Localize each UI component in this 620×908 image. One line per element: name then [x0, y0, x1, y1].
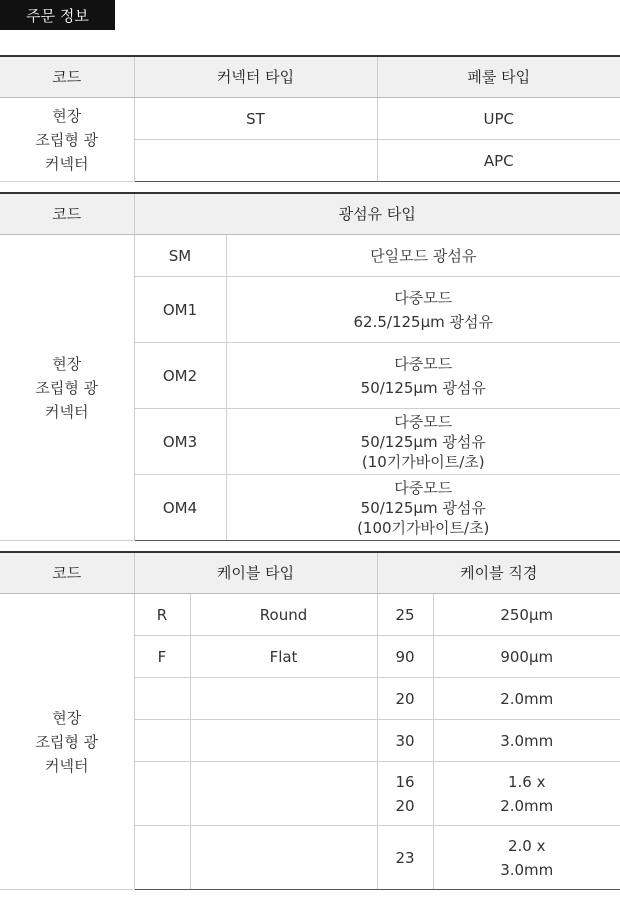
fiber-desc-line: 50/125µm 광섬유: [360, 432, 486, 451]
header-cable-diameter: 케이블 직경: [377, 552, 620, 594]
fiber-desc-line: 다중모드: [394, 412, 453, 431]
diameter-code-line: 90: [395, 647, 415, 666]
fiber-desc-line: 50/125µm 광섬유: [360, 378, 486, 397]
order-info-title: 주문 정보: [0, 0, 115, 30]
code-cell: [0, 235, 134, 541]
fiber-desc-cell: [226, 235, 620, 277]
fiber-code-cell: OM2: [134, 343, 226, 409]
connector-type-cell: ST: [134, 98, 377, 140]
diameter-value-cell: [433, 762, 620, 826]
diameter-value-cell: [433, 636, 620, 678]
code-line: 현장: [52, 354, 82, 373]
cable-type-name-cell: [190, 720, 377, 762]
code-line: 현장: [52, 106, 82, 125]
diameter-code-line: 16: [395, 772, 415, 791]
code-cell: [0, 98, 134, 182]
diameter-value-line: 250µm: [500, 605, 554, 624]
diameter-value-line: 900µm: [500, 647, 554, 666]
fiber-code-cell: OM4: [134, 475, 226, 541]
diameter-value-line: 3.0mm: [500, 731, 554, 750]
diameter-value-line: 2.0 x: [508, 836, 546, 855]
connector-ferrule-table: [0, 55, 620, 182]
diameter-code-line: 23: [395, 848, 415, 867]
diameter-value-line: 3.0mm: [500, 860, 554, 879]
code-line: 현장: [52, 708, 82, 727]
cable-type-name-cell: [190, 762, 377, 826]
cable-type-code-cell: F: [134, 636, 190, 678]
fiber-code-cell: OM3: [134, 409, 226, 475]
diameter-value-cell: [433, 594, 620, 636]
cable-type-name-cell: Round: [190, 594, 377, 636]
diameter-code-cell: [377, 678, 433, 720]
header-ferrule-type: 페룰 타입: [377, 56, 620, 98]
fiber-desc-cell: [226, 343, 620, 409]
cable-type-code-cell: [134, 762, 190, 826]
header-code: 코드: [0, 56, 134, 98]
code-line: 조립형 광: [35, 130, 99, 149]
header-fiber-type: 광섬유 타입: [134, 193, 620, 235]
diameter-code-cell: [377, 762, 433, 826]
cable-type-code-cell: [134, 720, 190, 762]
ferrule-type-cell: APC: [377, 140, 620, 182]
code-cell: [0, 594, 134, 890]
fiber-desc-line: 50/125µm 광섬유: [360, 498, 486, 517]
header-connector-type: 커넥터 타입: [134, 56, 377, 98]
header-cable-type: 케이블 타입: [134, 552, 377, 594]
diameter-code-line: 20: [395, 689, 415, 708]
diameter-code-cell: [377, 636, 433, 678]
fiber-desc-line: 62.5/125µm 광섬유: [353, 312, 493, 331]
diameter-value-cell: [433, 720, 620, 762]
diameter-code-line: 30: [395, 731, 415, 750]
cable-type-code-cell: [134, 678, 190, 720]
fiber-desc-cell: [226, 475, 620, 541]
cable-type-name-cell: [190, 826, 377, 890]
header-code: 코드: [0, 193, 134, 235]
fiber-desc-line: 다중모드: [394, 354, 453, 373]
header-code: 코드: [0, 552, 134, 594]
fiber-desc-cell: [226, 409, 620, 475]
cable-table: [0, 551, 620, 890]
diameter-value-cell: [433, 826, 620, 890]
code-line: 조립형 광: [35, 378, 99, 397]
diameter-code-cell: [377, 720, 433, 762]
connector-type-cell: [134, 140, 377, 182]
fiber-desc-line: 다중모드: [394, 288, 453, 307]
code-line: 커넥터: [45, 154, 89, 173]
code-line: 커넥터: [45, 402, 89, 421]
fiber-desc-line: 단일모드 광섬유: [370, 246, 477, 265]
diameter-value-line: 1.6 x: [508, 772, 546, 791]
diameter-code-line: 25: [395, 605, 415, 624]
cable-type-name-cell: [190, 678, 377, 720]
diameter-code-cell: [377, 826, 433, 890]
cable-type-code-cell: [134, 826, 190, 890]
diameter-value-cell: [433, 678, 620, 720]
fiber-desc-line: (100기가바이트/초): [357, 518, 490, 537]
fiber-desc-line: (10기가바이트/초): [361, 452, 485, 471]
diameter-code-line: 20: [395, 796, 415, 815]
fiber-desc-line: 다중모드: [394, 478, 453, 497]
cable-type-name-cell: Flat: [190, 636, 377, 678]
ferrule-type-cell: UPC: [377, 98, 620, 140]
diameter-value-line: 2.0mm: [500, 796, 554, 815]
cable-type-code-cell: R: [134, 594, 190, 636]
code-line: 커넥터: [45, 756, 89, 775]
code-line: 조립형 광: [35, 732, 99, 751]
diameter-value-line: 2.0mm: [500, 689, 554, 708]
fiber-type-table: [0, 192, 620, 541]
fiber-code-cell: SM: [134, 235, 226, 277]
fiber-desc-cell: [226, 277, 620, 343]
diameter-code-cell: [377, 594, 433, 636]
fiber-code-cell: OM1: [134, 277, 226, 343]
